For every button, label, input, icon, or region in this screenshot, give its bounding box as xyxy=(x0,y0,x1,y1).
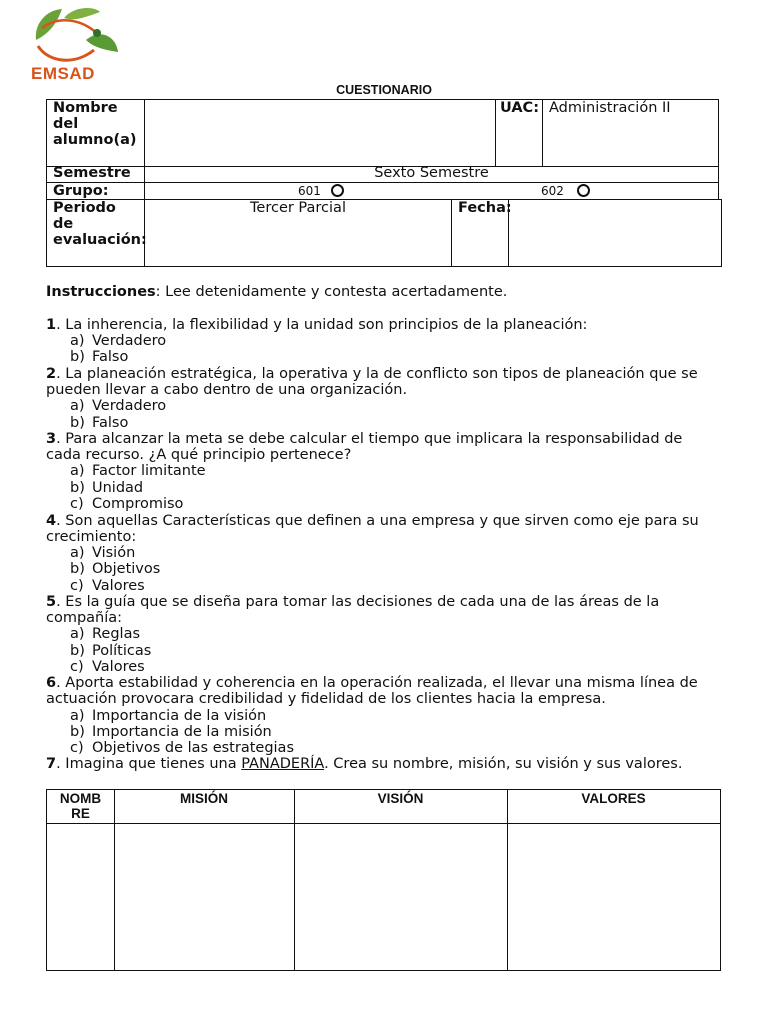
header-nombre: NOMB RE xyxy=(59,791,102,821)
nombre-field[interactable] xyxy=(144,99,496,167)
question-7: 7. Imagina que tienes una PANADERÍA. Crea su nombre, misión, su visión y sus valores. xyxy=(46,756,683,772)
uac-label: UAC: xyxy=(500,100,539,116)
question-3: 3. Para alcanzar la meta se debe calcular el tiempo que implicara la responsabilidad de xyxy=(46,431,683,447)
periodo-label: Periodo de evaluación: xyxy=(53,200,147,248)
mision-answer-cell[interactable] xyxy=(115,824,294,970)
option[interactable]: a) Importancia de la visión xyxy=(70,708,267,724)
question-6-cont: actuación provocara credibilidad y fidelidad de los clientes hacia la empresa. xyxy=(46,691,606,707)
option[interactable]: a) Verdadero xyxy=(70,398,167,414)
grupo-option-601-label: 601 xyxy=(298,184,321,198)
semestre-label: Semestre xyxy=(53,165,131,181)
page-title: CUESTIONARIO xyxy=(336,83,432,97)
header-vision: VISIÓN xyxy=(377,791,424,806)
periodo-value: Tercer Parcial xyxy=(250,200,346,216)
question-1: 1. La inherencia, la flexibilidad y la unidad son principios de la planeación: xyxy=(46,317,588,333)
question-3-cont: cada recurso. ¿A qué principio pertenece? xyxy=(46,447,352,463)
option[interactable]: a) Verdadero xyxy=(70,333,167,349)
question-4: 4. Son aquellas Características que definen a una empresa y que sirven como eje para su xyxy=(46,513,699,529)
vision-answer-cell[interactable] xyxy=(295,824,507,970)
question-2-cont: pueden llevar a cabo dentro de una organización. xyxy=(46,382,408,398)
question-4-cont: crecimiento: xyxy=(46,529,137,545)
grupo-option-602-label: 602 xyxy=(541,184,564,198)
question-6: 6. Aporta estabilidad y coherencia en la operación realizada, el llevar una misma línea de xyxy=(46,675,698,691)
fecha-label: Fecha: xyxy=(458,200,512,216)
option[interactable]: b) Objetivos xyxy=(70,561,161,577)
uac-value: Administración II xyxy=(549,100,671,116)
option[interactable]: b) Falso xyxy=(70,415,129,431)
option[interactable]: b) Políticas xyxy=(70,643,152,659)
option[interactable]: b) Falso xyxy=(70,349,129,365)
semestre-value: Sexto Semestre xyxy=(374,165,489,181)
option[interactable]: a) Reglas xyxy=(70,626,141,642)
answer-table xyxy=(46,789,721,971)
option[interactable]: c) Objetivos de las estrategias xyxy=(70,740,294,756)
instructions-label: Instrucciones xyxy=(46,284,156,300)
option[interactable]: b) Unidad xyxy=(70,480,144,496)
valores-answer-cell[interactable] xyxy=(508,824,720,970)
option[interactable]: a) Visión xyxy=(70,545,136,561)
nombre-answer-cell[interactable] xyxy=(47,824,114,970)
instructions xyxy=(46,284,719,300)
option[interactable]: a) Factor limitante xyxy=(70,463,206,479)
option[interactable]: c) Compromiso xyxy=(70,496,184,512)
nombre-label: Nombre del alumno(a) xyxy=(53,100,137,148)
option[interactable]: c) Valores xyxy=(70,578,145,594)
grupo-602-radio[interactable] xyxy=(577,184,590,197)
instructions-text: : Lee detenidamente y contesta acertadamente. xyxy=(155,284,508,300)
panaderia-text: PANADERÍA xyxy=(241,756,325,772)
header-valores: VALORES xyxy=(581,791,646,806)
fecha-field[interactable] xyxy=(508,199,722,267)
student-info-table xyxy=(46,99,719,268)
question-5: 5. Es la guía que se diseña para tomar las decisiones de cada una de las áreas de la xyxy=(46,594,660,610)
question-5-cont: compañía: xyxy=(46,610,123,626)
grupo-label: Grupo: xyxy=(53,183,109,199)
question-2: 2. La planeación estratégica, la operativa y la de conflicto son tipos de planeación que se xyxy=(46,366,698,382)
grupo-601-radio[interactable] xyxy=(331,184,344,197)
option[interactable]: c) Valores xyxy=(70,659,145,675)
option[interactable]: b) Importancia de la misión xyxy=(70,724,272,740)
logo-text: EMSAD xyxy=(31,64,95,83)
header-mision: MISIÓN xyxy=(179,791,228,806)
